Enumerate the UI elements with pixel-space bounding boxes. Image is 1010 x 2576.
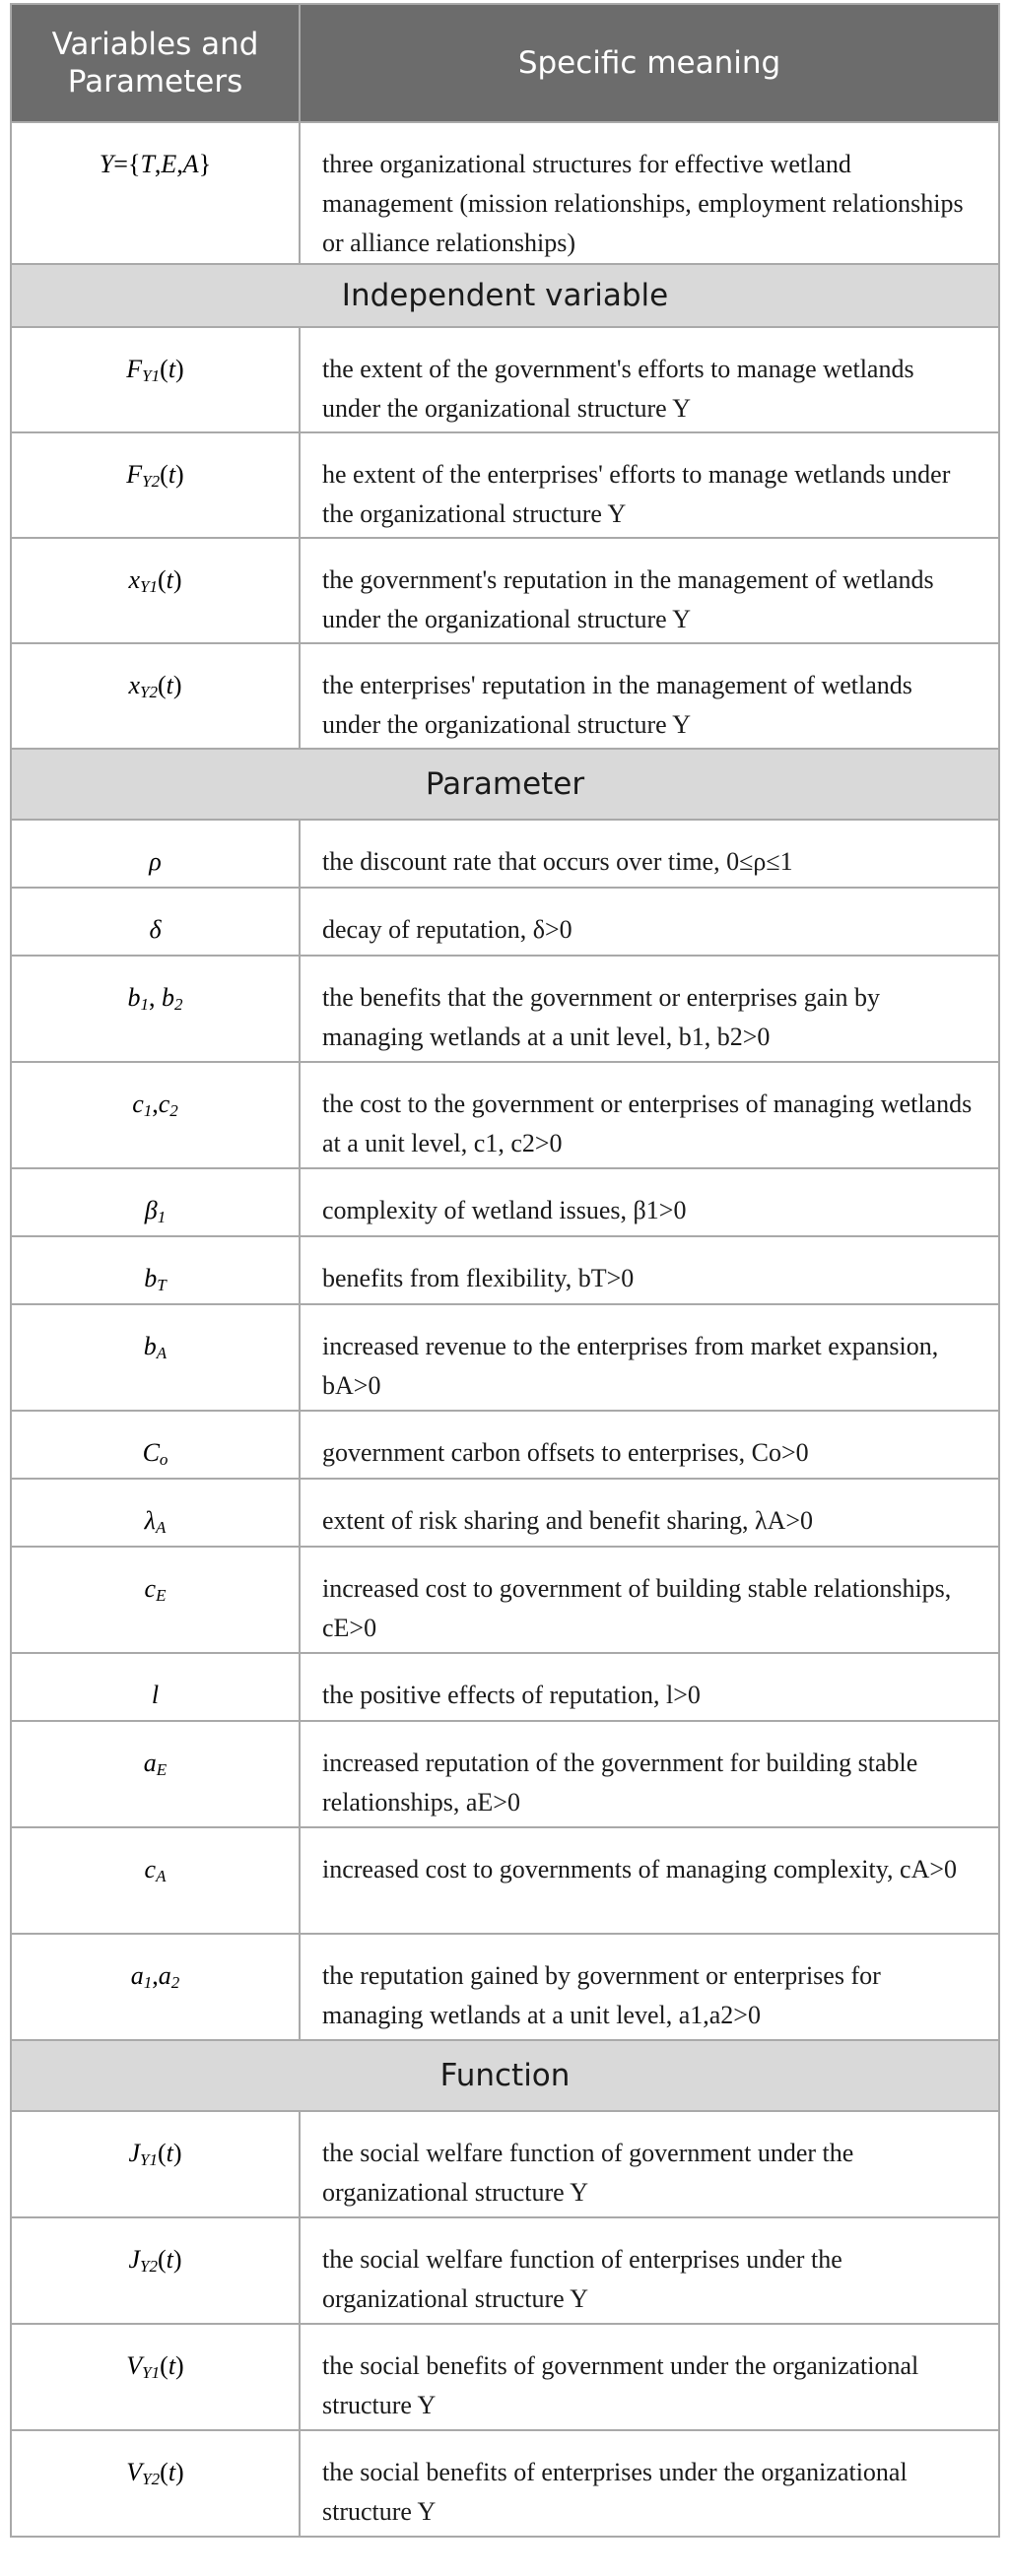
symbol-cA: $c_A$ — [11, 1827, 300, 1934]
symbol-bA: $b_A$ — [11, 1304, 300, 1411]
symbol-c1-c2: $c_1,c_2$ — [11, 1062, 300, 1168]
table-row — [11, 888, 999, 956]
symbol-b1-b2: $b_1$, $b_2$ — [11, 956, 300, 1062]
table-row — [11, 1653, 999, 1721]
symbol-VY2: $V_{Y2}(t)$ — [11, 2430, 300, 2537]
table-row — [11, 538, 999, 643]
section-row — [11, 2040, 999, 2111]
header-specific-meaning: Specific meaning — [300, 4, 999, 122]
table-row — [11, 1934, 999, 2040]
header-variables-parameters: Variables and Parameters — [11, 4, 300, 122]
symbol-VY1: $V_{Y1}(t)$ — [11, 2324, 300, 2430]
table-row — [11, 1547, 999, 1653]
symbol-Co: $C_o$ — [11, 1411, 300, 1479]
meaning-cA: increased cost to governments of managing complexity, cA>0 — [300, 1827, 999, 1934]
meaning-cE: increased cost to government of building stable relationships, cE>0 — [300, 1547, 999, 1653]
table-row — [11, 820, 999, 888]
section-row — [11, 264, 999, 327]
symbol-Y: Y={T,E,A} — [11, 122, 300, 264]
meaning-VY1: the social benefits of government under the organizational structure Y — [300, 2324, 999, 2430]
table-row — [11, 1062, 999, 1168]
symbol-rho: ρ — [11, 820, 300, 888]
meaning-lambdaA: extent of risk sharing and benefit sharing, λA>0 — [300, 1479, 999, 1547]
table-row — [11, 643, 999, 749]
meaning-bA: increased revenue to the enterprises from market expansion, bA>0 — [300, 1304, 999, 1411]
meaning-rho: the discount rate that occurs over time, 0≤ρ≤1 — [300, 820, 999, 888]
meaning-xY1: the government's reputation in the management of wetlands under the organizational structure Y — [300, 538, 999, 643]
symbol-FY1: $F_{Y1}(t)$ — [11, 327, 300, 432]
table-header-row — [11, 4, 999, 122]
symbol-a1-a2: $a_1,a_2$ — [11, 1934, 300, 2040]
meaning-Co: government carbon offsets to enterprises, Co>0 — [300, 1411, 999, 1479]
table-row — [11, 432, 999, 538]
table-row — [11, 122, 999, 264]
variables-table — [10, 3, 1000, 2538]
table-row — [11, 327, 999, 432]
symbol-aE: $a_E$ — [11, 1721, 300, 1827]
table-row — [11, 2324, 999, 2430]
symbol-xY2: $x_{Y2}(t)$ — [11, 643, 300, 749]
symbol-xY1: $x_{Y1}(t)$ — [11, 538, 300, 643]
symbol-bT: $b_T$ — [11, 1236, 300, 1304]
symbol-delta: δ — [11, 888, 300, 956]
table-row — [11, 1411, 999, 1479]
meaning-xY2: the enterprises' reputation in the management of wetlands under the organizational structure Y — [300, 643, 999, 749]
symbol-beta1: $\beta_1$ — [11, 1168, 300, 1236]
meaning-c1-c2: the cost to the government or enterprises of managing wetlands at a unit level, c1, c2>0 — [300, 1062, 999, 1168]
meaning-bT: benefits from flexibility, bT>0 — [300, 1236, 999, 1304]
meaning-JY1: the social welfare function of government under the organizational structure Y — [300, 2111, 999, 2217]
meaning-b1-b2: the benefits that the government or enterprises gain by managing wetlands at a unit level, b1, b2>0 — [300, 956, 999, 1062]
table-row — [11, 1721, 999, 1827]
meaning-FY2: he extent of the enterprises' efforts to manage wetlands under the organizational structure Y — [300, 432, 999, 538]
table-row — [11, 956, 999, 1062]
meaning-delta: decay of reputation, δ>0 — [300, 888, 999, 956]
section-parameter: Parameter — [11, 749, 999, 820]
table-row — [11, 1304, 999, 1411]
meaning-Y: three organizational structures for effective wetland management (mission relationships, employment relationships or alliance relationships) — [300, 122, 999, 264]
symbol-cE: $c_E$ — [11, 1547, 300, 1653]
table-row — [11, 1168, 999, 1236]
symbol-JY1: $J_{Y1}(t)$ — [11, 2111, 300, 2217]
symbol-lambdaA: $\lambda_A$ — [11, 1479, 300, 1547]
meaning-aE: increased reputation of the government for building stable relationships, aE>0 — [300, 1721, 999, 1827]
meaning-FY1: the extent of the government's efforts to manage wetlands under the organizational structure Y — [300, 327, 999, 432]
meaning-l: the positive effects of reputation, l>0 — [300, 1653, 999, 1721]
table-row — [11, 2430, 999, 2537]
meaning-beta1: complexity of wetland issues, β1>0 — [300, 1168, 999, 1236]
symbol-l: l — [11, 1653, 300, 1721]
meaning-JY2: the social welfare function of enterprises under the organizational structure Y — [300, 2217, 999, 2324]
symbol-FY2: $F_{Y2}(t)$ — [11, 432, 300, 538]
table-row — [11, 1827, 999, 1934]
table-row — [11, 2111, 999, 2217]
table-row — [11, 1479, 999, 1547]
section-independent-variable: Independent variable — [11, 264, 999, 327]
section-function: Function — [11, 2040, 999, 2111]
section-row — [11, 749, 999, 820]
symbol-JY2: $J_{Y2}(t)$ — [11, 2217, 300, 2324]
meaning-VY2: the social benefits of enterprises under the organizational structure Y — [300, 2430, 999, 2537]
variables-table-container — [10, 3, 998, 2538]
table-row — [11, 2217, 999, 2324]
meaning-a1-a2: the reputation gained by government or enterprises for managing wetlands at a unit level, a1,a2>0 — [300, 1934, 999, 2040]
table-row — [11, 1236, 999, 1304]
